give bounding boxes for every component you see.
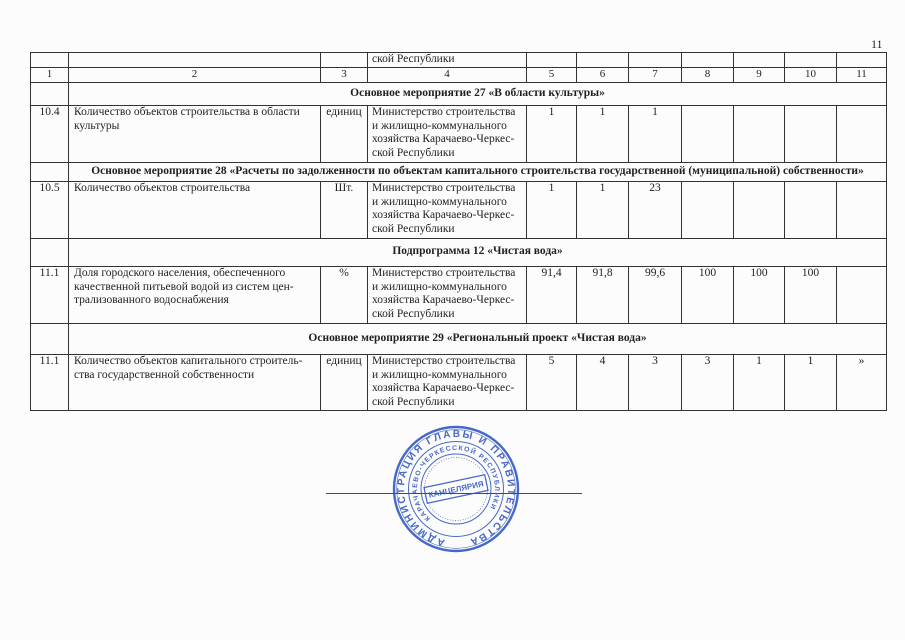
value-cell: 100	[734, 266, 785, 323]
responsible-cell	[368, 266, 527, 323]
section-row	[31, 82, 887, 105]
column-number: 8	[682, 67, 734, 82]
section-row	[31, 238, 887, 266]
responsible-line: хозяйства Карачаево-Черкес-	[372, 294, 515, 307]
empty-cell	[31, 53, 69, 68]
responsible-line: и жилищно-коммунального	[372, 368, 507, 381]
seal-outer-text-path: АДМИНИСТРАЦИЯ ГЛАВЫ И ПРАВИТЕЛЬСТВА	[395, 428, 517, 548]
responsible-line: ской Республики	[372, 223, 455, 236]
responsible-cell	[368, 354, 527, 410]
indicator-line: качественной питьевой водой из систем цен-	[74, 280, 294, 293]
section-title: Основное мероприятие 27 «В области культуры»	[69, 82, 887, 105]
official-seal	[391, 424, 521, 554]
value-cell: 23	[629, 181, 682, 238]
indicator-line: Доля городского населения, обеспеченного	[74, 266, 286, 279]
value-cell: 1	[527, 181, 577, 238]
indicator-line: трализованного водоснабжения	[74, 294, 229, 307]
seal-center-text: КАНЦЕЛЯРИЯ	[427, 479, 485, 500]
column-number: 9	[734, 67, 785, 82]
responsible-line: Министерство строительства	[372, 181, 516, 194]
responsible-line: ской Республики	[372, 53, 455, 65]
responsible-cell	[368, 181, 527, 238]
responsible-line: ской Республики	[372, 147, 455, 160]
column-number: 6	[577, 67, 629, 82]
value-cell: 91,8	[577, 266, 629, 323]
empty-cell	[321, 53, 368, 68]
column-number: 2	[69, 67, 321, 82]
empty-cell	[837, 53, 887, 68]
column-number: 3	[321, 67, 368, 82]
table-row	[31, 266, 887, 323]
column-number: 10	[785, 67, 837, 82]
section-row	[31, 323, 887, 354]
value-cell: »	[837, 354, 887, 410]
value-cell	[734, 105, 785, 162]
unit-cell: %	[321, 266, 368, 323]
indicator-line: Количество объектов строительства в области	[74, 105, 300, 118]
responsible-line: хозяйства Карачаево-Черкес-	[372, 382, 515, 395]
indicator-line: Количество объектов строительства	[74, 181, 251, 194]
value-cell: 1	[734, 354, 785, 410]
empty-cell	[785, 53, 837, 68]
table-row	[31, 181, 887, 238]
row-number: 11.1	[31, 266, 69, 323]
empty-cell	[527, 53, 577, 68]
value-cell	[785, 105, 837, 162]
empty-cell	[734, 53, 785, 68]
column-number: 4	[368, 67, 527, 82]
responsible-line: ской Республики	[372, 308, 455, 321]
responsible-line: ской Республики	[372, 396, 455, 409]
column-number: 11	[837, 67, 887, 82]
value-cell	[734, 181, 785, 238]
value-cell: 1	[785, 354, 837, 410]
responsible-line: и жилищно-коммунального	[372, 195, 507, 208]
value-cell	[682, 105, 734, 162]
value-cell	[837, 181, 887, 238]
responsible-line: Министерство строительства	[372, 266, 516, 279]
row-number: 10.4	[31, 105, 69, 162]
empty-cell	[577, 53, 629, 68]
value-cell: 1	[577, 105, 629, 162]
value-cell: 1	[577, 181, 629, 238]
value-cell	[837, 105, 887, 162]
indicator-cell	[69, 105, 321, 162]
indicator-cell	[69, 354, 321, 410]
column-number: 7	[629, 67, 682, 82]
unit-cell: Шт.	[321, 181, 368, 238]
value-cell: 100	[682, 266, 734, 323]
indicator-line: культуры	[74, 119, 120, 132]
value-cell: 1	[629, 105, 682, 162]
row-number: 10.5	[31, 181, 69, 238]
responsible-line: Министерство строительства	[372, 105, 516, 118]
value-cell: 99,6	[629, 266, 682, 323]
unit-cell: единиц	[321, 354, 368, 410]
responsible-line: и жилищно-коммунального	[372, 280, 507, 293]
section-title: Основное мероприятие 29 «Региональный проект «Чистая вода»	[69, 323, 887, 354]
empty-cell	[629, 53, 682, 68]
indicator-line: Количество объектов капитального строитель-	[74, 354, 303, 367]
column-number: 1	[31, 67, 69, 82]
value-cell: 1	[527, 105, 577, 162]
section-row	[31, 162, 887, 181]
value-cell	[785, 181, 837, 238]
responsible-line: Министерство строительства	[372, 354, 516, 367]
page-number: 11	[871, 37, 883, 51]
row-number-cell	[31, 323, 69, 354]
row-number-cell	[31, 82, 69, 105]
row-number: 11.1	[31, 354, 69, 410]
value-cell	[837, 266, 887, 323]
value-cell: 91,4	[527, 266, 577, 323]
column-numbers-row	[31, 67, 887, 82]
value-cell: 3	[629, 354, 682, 410]
responsible-line: и жилищно-коммунального	[372, 119, 507, 132]
section-title: Основное мероприятие 28 «Расчеты по задолженности по объектам капитального строительства государственной (муниципальной) собственности»	[69, 162, 887, 181]
indicator-line: ства государственной собственности	[74, 368, 255, 381]
indicators-table	[30, 52, 887, 411]
seal-center-stamp	[424, 475, 488, 504]
responsible-cell	[368, 105, 527, 162]
indicator-cell	[69, 266, 321, 323]
empty-cell	[69, 53, 321, 68]
value-cell: 3	[682, 354, 734, 410]
row-number-cell	[31, 238, 69, 266]
table-row	[31, 105, 887, 162]
value-cell: 4	[577, 354, 629, 410]
seal-middle-text-path: КАРАЧАЕВО-ЧЕРКЕССКОЙ РЕСПУБЛИКИ	[411, 444, 501, 523]
responsible-cell	[368, 53, 527, 68]
responsible-line: хозяйства Карачаево-Черкес-	[372, 133, 515, 146]
section-title: Подпрограмма 12 «Чистая вода»	[69, 238, 887, 266]
value-cell	[682, 181, 734, 238]
unit-cell: единиц	[321, 105, 368, 162]
indicator-cell	[69, 181, 321, 238]
responsible-line: хозяйства Карачаево-Черкес-	[372, 209, 515, 222]
column-number: 5	[527, 67, 577, 82]
continuation-row	[31, 53, 887, 68]
value-cell: 5	[527, 354, 577, 410]
empty-cell	[682, 53, 734, 68]
table-row	[31, 354, 887, 410]
row-number-cell	[31, 162, 69, 181]
value-cell: 100	[785, 266, 837, 323]
